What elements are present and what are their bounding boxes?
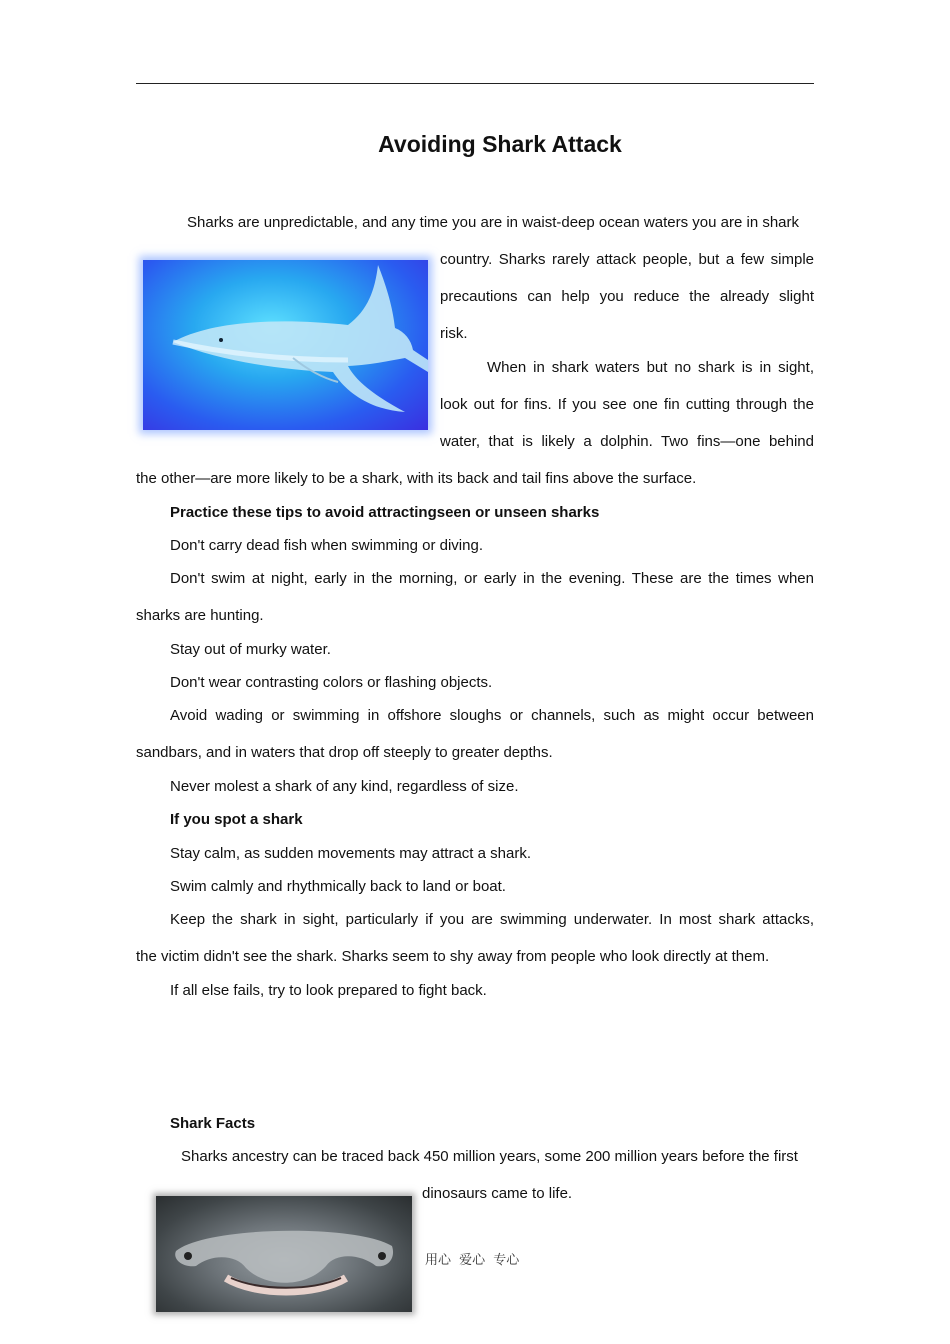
facts-line-2: dinosaurs came to life. [422, 1185, 573, 1202]
intro-line-4: risk. [440, 325, 468, 342]
page-footer: 用心 爱心 专心 [425, 1253, 520, 1268]
fins-line-3: water, that is likely a dolphin. Two fins—one behind [440, 433, 814, 450]
spot-item: Stay calm, as sudden movements may attract a shark. [170, 845, 531, 862]
tip-item: Don't wear contrasting colors or flashing objects. [170, 674, 493, 691]
facts-line-1: Sharks ancestry can be traced back 450 million years, some 200 million years before the first [181, 1148, 798, 1165]
spot-heading: If you spot a shark [170, 811, 303, 828]
fins-line-2: look out for fins. If you see one fin cutting through the [440, 396, 814, 413]
tip-item: Don't swim at night, early in the morning, or early in the evening. These are the times when [170, 570, 814, 587]
fins-line-4: the other—are more likely to be a shark, with its back and tail fins above the surface. [136, 470, 697, 487]
spot-item: If all else fails, try to look prepared to fight back. [170, 982, 487, 999]
shark-photo [143, 260, 428, 430]
hammerhead-photo [156, 1196, 412, 1312]
spot-item: Keep the shark in sight, particularly if you are swimming underwater. In most shark attacks, [170, 911, 814, 928]
intro-line-2: country. Sharks rarely attack people, but a few simple [440, 251, 814, 268]
fins-line-1: When in shark waters but no shark is in sight, [487, 359, 814, 376]
tip-item-cont: sharks are hunting. [136, 607, 264, 624]
intro-line-3: precautions can help you reduce the already slight [440, 288, 814, 305]
tips-heading: Practice these tips to avoid attractingseen or unseen sharks [170, 504, 600, 521]
tip-item-cont: sandbars, and in waters that drop off steeply to greater depths. [136, 744, 553, 761]
facts-heading: Shark Facts [170, 1115, 256, 1132]
tip-item: Never molest a shark of any kind, regardless of size. [170, 778, 519, 795]
tip-item: Don't carry dead fish when swimming or diving. [170, 537, 483, 554]
tip-item: Stay out of murky water. [170, 641, 331, 658]
spot-item: Swim calmly and rhythmically back to land or boat. [170, 878, 506, 895]
tip-item: Avoid wading or swimming in offshore sloughs or channels, such as might occur between [170, 707, 814, 724]
intro-line-1: Sharks are unpredictable, and any time you are in waist-deep ocean waters you are in shark [187, 214, 800, 231]
spot-item-cont: the victim didn't see the shark. Sharks seem to shy away from people who look directly at them. [136, 948, 770, 965]
page-title: Avoiding Shark Attack [378, 131, 622, 157]
header-rule [136, 83, 814, 84]
